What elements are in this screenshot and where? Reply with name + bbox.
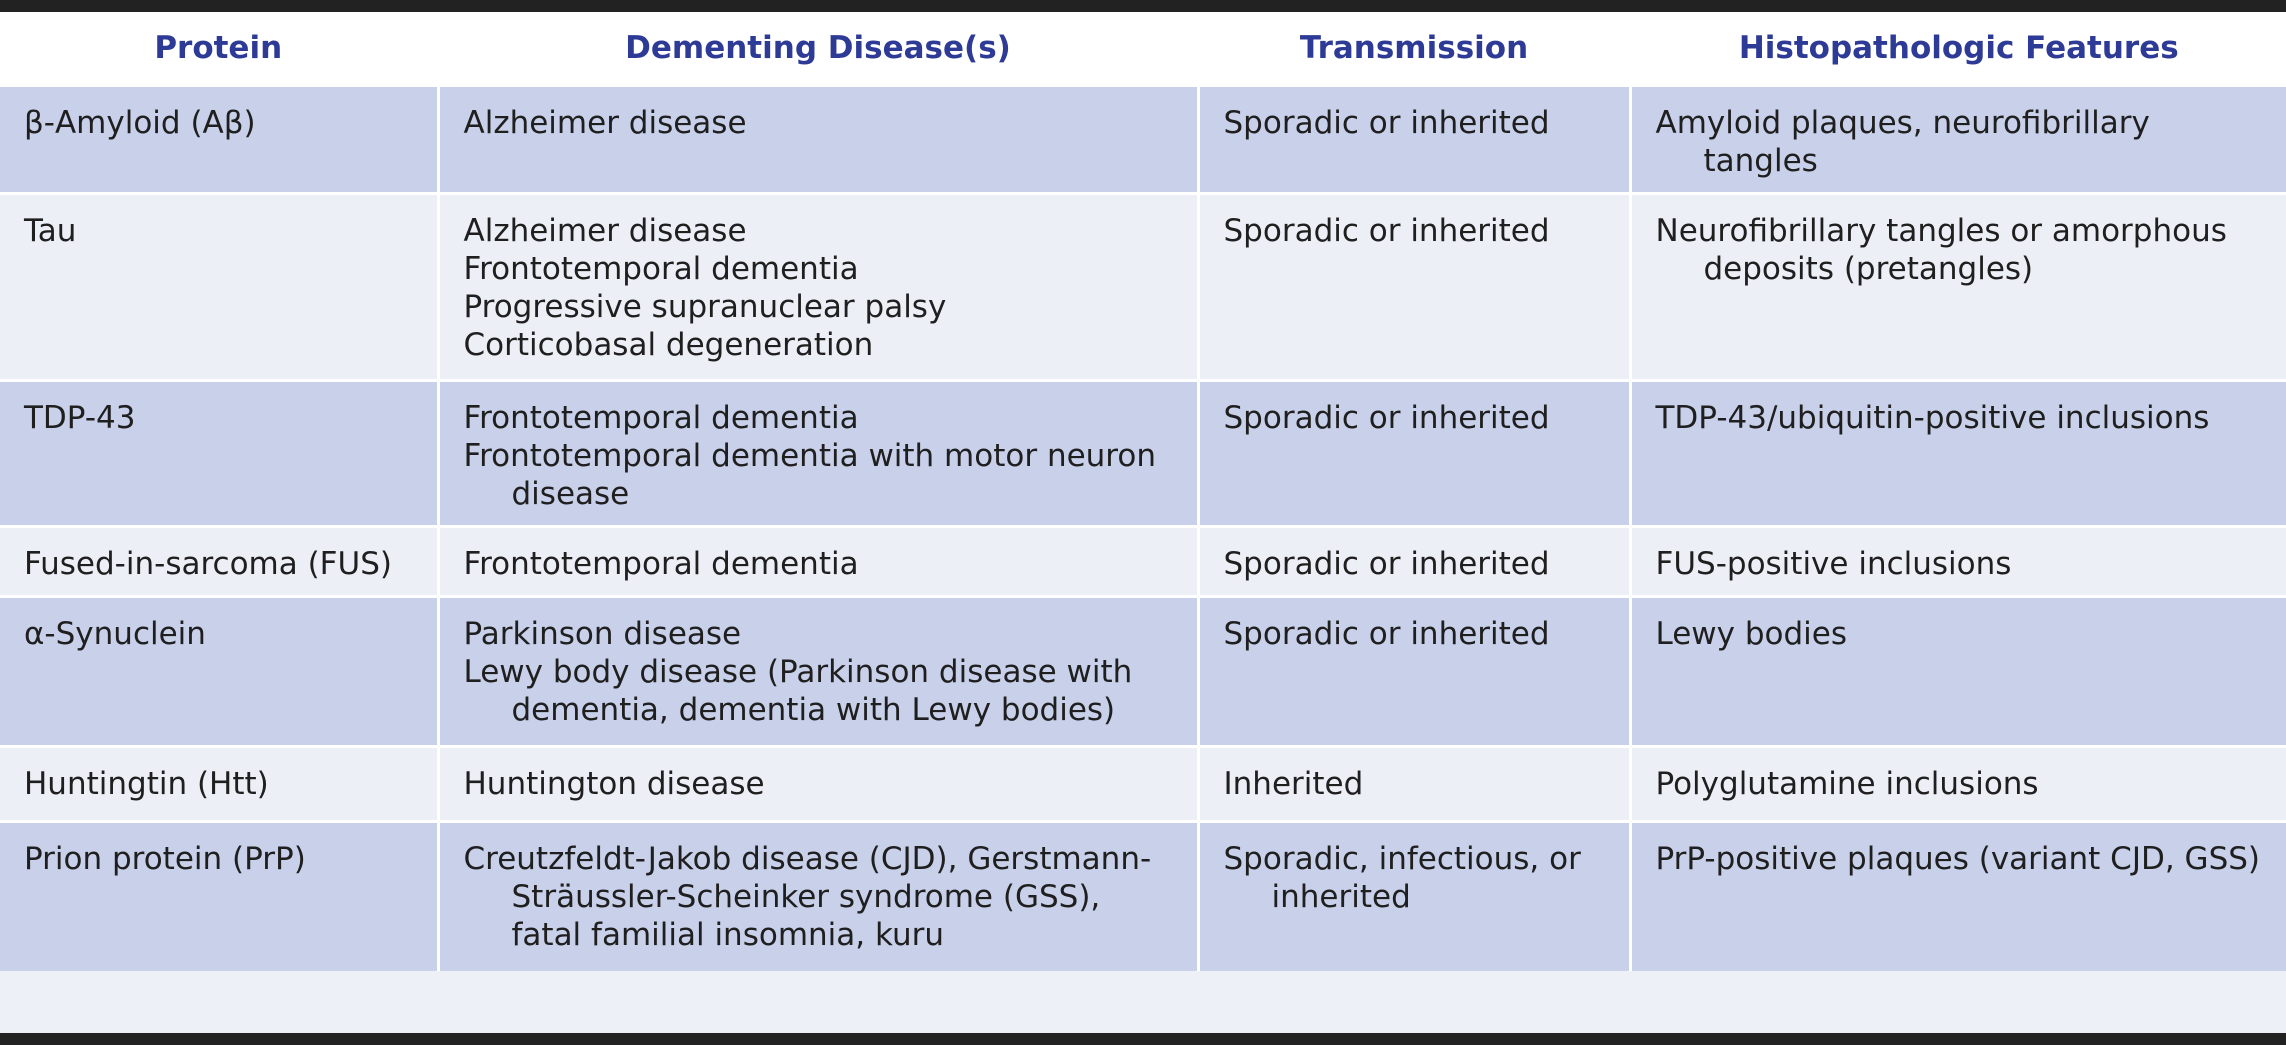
- disease-item: Frontotemporal dementia with motor neuron disease: [463, 437, 1156, 512]
- disease-item: Progressive supranuclear palsy: [463, 288, 947, 325]
- diseases-cell: [438, 380, 1198, 526]
- diseases-cell: [438, 596, 1198, 746]
- protein-name: Fused-in-sarcoma (FUS): [24, 545, 392, 582]
- protein-cell: [0, 380, 438, 526]
- header-dementing-diseases: Dementing Disease(s): [438, 12, 1198, 85]
- protein-cell: [0, 526, 438, 596]
- diseases-cell: [438, 746, 1198, 821]
- transmission-cell: [1198, 596, 1630, 746]
- protein-name: Tau: [24, 212, 77, 249]
- disease-item: Frontotemporal dementia: [463, 399, 859, 436]
- header-row: [0, 12, 2286, 85]
- disease-item: Alzheimer disease: [463, 212, 747, 249]
- header-protein: Protein: [0, 12, 438, 85]
- transmission-cell: [1198, 380, 1630, 526]
- transmission-text: Sporadic or inherited: [1223, 545, 1550, 582]
- disease-item: Huntington disease: [463, 765, 765, 802]
- transmission-text: Sporadic or inherited: [1223, 399, 1550, 436]
- protein-name: Prion protein (PrP): [24, 840, 306, 877]
- protein-name: Huntingtin (Htt): [24, 765, 269, 802]
- transmission-text: Sporadic or inherited: [1223, 615, 1550, 652]
- protein-cell: [0, 821, 438, 971]
- table-row: [0, 193, 2286, 380]
- disease-item: Corticobasal degeneration: [463, 326, 874, 363]
- features-cell: [1630, 596, 2286, 746]
- header-transmission: Transmission: [1198, 12, 1630, 85]
- table-row: [0, 380, 2286, 526]
- protein-cell: [0, 596, 438, 746]
- features-text: Lewy bodies: [1655, 615, 1848, 652]
- protein-cell: [0, 85, 438, 193]
- transmission-text: Sporadic, infectious, or inherited: [1223, 840, 1581, 915]
- features-cell: [1630, 85, 2286, 193]
- features-text: FUS-positive inclusions: [1655, 545, 2012, 582]
- disease-item: Frontotemporal dementia: [463, 545, 859, 582]
- features-cell: [1630, 193, 2286, 380]
- disease-item: Parkinson disease: [463, 615, 742, 652]
- diseases-cell: [438, 526, 1198, 596]
- features-text: PrP-positive plaques (variant CJD, GSS): [1655, 840, 2261, 877]
- transmission-cell: [1198, 746, 1630, 821]
- disease-item: Frontotemporal dementia: [463, 250, 859, 287]
- transmission-cell: [1198, 85, 1630, 193]
- features-text: Polyglutamine inclusions: [1655, 765, 2039, 802]
- header-histopathologic-features: Histopathologic Features: [1630, 12, 2286, 85]
- transmission-text: Sporadic or inherited: [1223, 104, 1550, 141]
- table-row: [0, 526, 2286, 596]
- transmission-text: Inherited: [1223, 765, 1364, 802]
- diseases-cell: [438, 821, 1198, 971]
- diseases-cell: [438, 193, 1198, 380]
- features-text: Neurofibrillary tangles or amorphous deposits (pretangles): [1655, 212, 2227, 287]
- features-cell: [1630, 821, 2286, 971]
- table-row: [0, 85, 2286, 193]
- diseases-cell: [438, 85, 1198, 193]
- protein-cell: [0, 746, 438, 821]
- protein-name: TDP-43: [24, 399, 136, 436]
- table-row: [0, 821, 2286, 971]
- protein-name: β-Amyloid (Aβ): [24, 104, 256, 141]
- protein-cell: [0, 193, 438, 380]
- features-cell: [1630, 526, 2286, 596]
- transmission-cell: [1198, 526, 1630, 596]
- features-cell: [1630, 746, 2286, 821]
- disease-item: Alzheimer disease: [463, 104, 747, 141]
- features-text: TDP-43/ubiquitin-positive inclusions: [1655, 399, 2210, 436]
- features-cell: [1630, 380, 2286, 526]
- disease-item: Creutzfeldt-Jakob disease (CJD), Gerstmann-Sträussler-Scheinker syndrome (GSS), fatal familial insomnia, kuru: [463, 840, 1152, 953]
- disease-item: Lewy body disease (Parkinson disease with dementia, dementia with Lewy bodies): [463, 653, 1133, 728]
- transmission-cell: [1198, 821, 1630, 971]
- table-row: [0, 596, 2286, 746]
- protein-disease-table: [0, 12, 2286, 971]
- protein-name: α-Synuclein: [24, 615, 206, 652]
- transmission-text: Sporadic or inherited: [1223, 212, 1550, 249]
- table-row: [0, 746, 2286, 821]
- transmission-cell: [1198, 193, 1630, 380]
- features-text: Amyloid plaques, neurofibrillary tangles: [1655, 104, 2150, 179]
